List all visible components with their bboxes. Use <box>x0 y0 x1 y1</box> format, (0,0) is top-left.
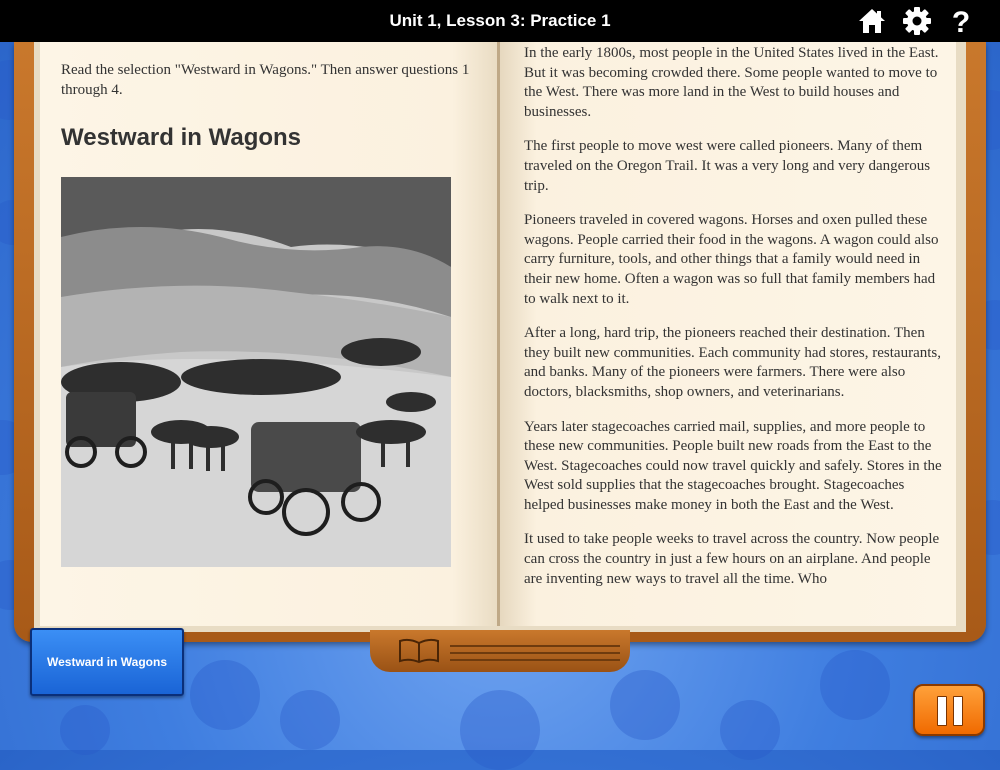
book-spine <box>497 42 500 626</box>
gear-icon[interactable] <box>902 6 932 36</box>
wagon-train-photo <box>61 177 451 567</box>
pause-button[interactable] <box>913 684 985 736</box>
instructions-text: Read the selection "Westward in Wagons." Then answer questions 1 through 4. <box>61 62 470 98</box>
paragraph: In the early 1800s, most people in the United States lived in the East. But it was becoming crowded there. Some people wanted to move to the West. There was more land in the West to build houses and businesses. <box>524 45 939 120</box>
pause-icon <box>953 696 963 726</box>
paragraph: After a long, hard trip, the pioneers reached their destination. Then they built new communities. Each community had stores, restaurants, and banks. Many of the pioneers were farmers. There were also doctors, blacksmiths, shop owners, and veterinarians. <box>524 325 941 400</box>
home-icon[interactable] <box>857 6 887 36</box>
svg-text:?: ? <box>951 6 971 36</box>
right-page <box>500 42 956 626</box>
selection-title: Westward in Wagons <box>61 124 302 151</box>
left-page <box>40 42 498 626</box>
top-bar <box>0 0 1000 42</box>
selection-body <box>524 44 942 604</box>
paragraph: It used to take people weeks to travel across the country. Now people can cross the country in just a few hours on an airplane. And people are inventing new ways to travel all the time. Who <box>524 531 940 587</box>
groove <box>450 659 620 661</box>
help-icon[interactable] <box>946 6 976 36</box>
selection-tab-label: Westward in Wagons <box>46 655 167 669</box>
paragraph: The first people to move west were called pioneers. Many of them traveled on the Oregon Trail. It was a very long and very dangerous trip. <box>524 138 931 194</box>
page-title: Unit 1, Lesson 3: Practice 1 <box>389 11 611 30</box>
paragraph: Years later stagecoaches carried mail, supplies, and more people to these new communities. People built new roads from the East to the West. Stagecoaches could now travel quickly and safely. Stores in the West sold supplies that the stagecoaches brought. Stagecoaches helped businesses make money in both the East and the West. <box>524 418 942 513</box>
open-book-icon[interactable] <box>398 638 440 664</box>
groove <box>450 645 620 647</box>
paragraph: Pioneers traveled in covered wagons. Horses and oxen pulled these wagons. People carried their food in the wagons. A wagon could also carry furniture, tools, and other things that a family would need in their new home. Often a wagon was so full that family members had to walk next to it. <box>524 212 939 307</box>
selection-tab-westward-in-wagons[interactable] <box>30 628 184 696</box>
pause-icon <box>937 696 947 726</box>
groove <box>450 652 620 654</box>
